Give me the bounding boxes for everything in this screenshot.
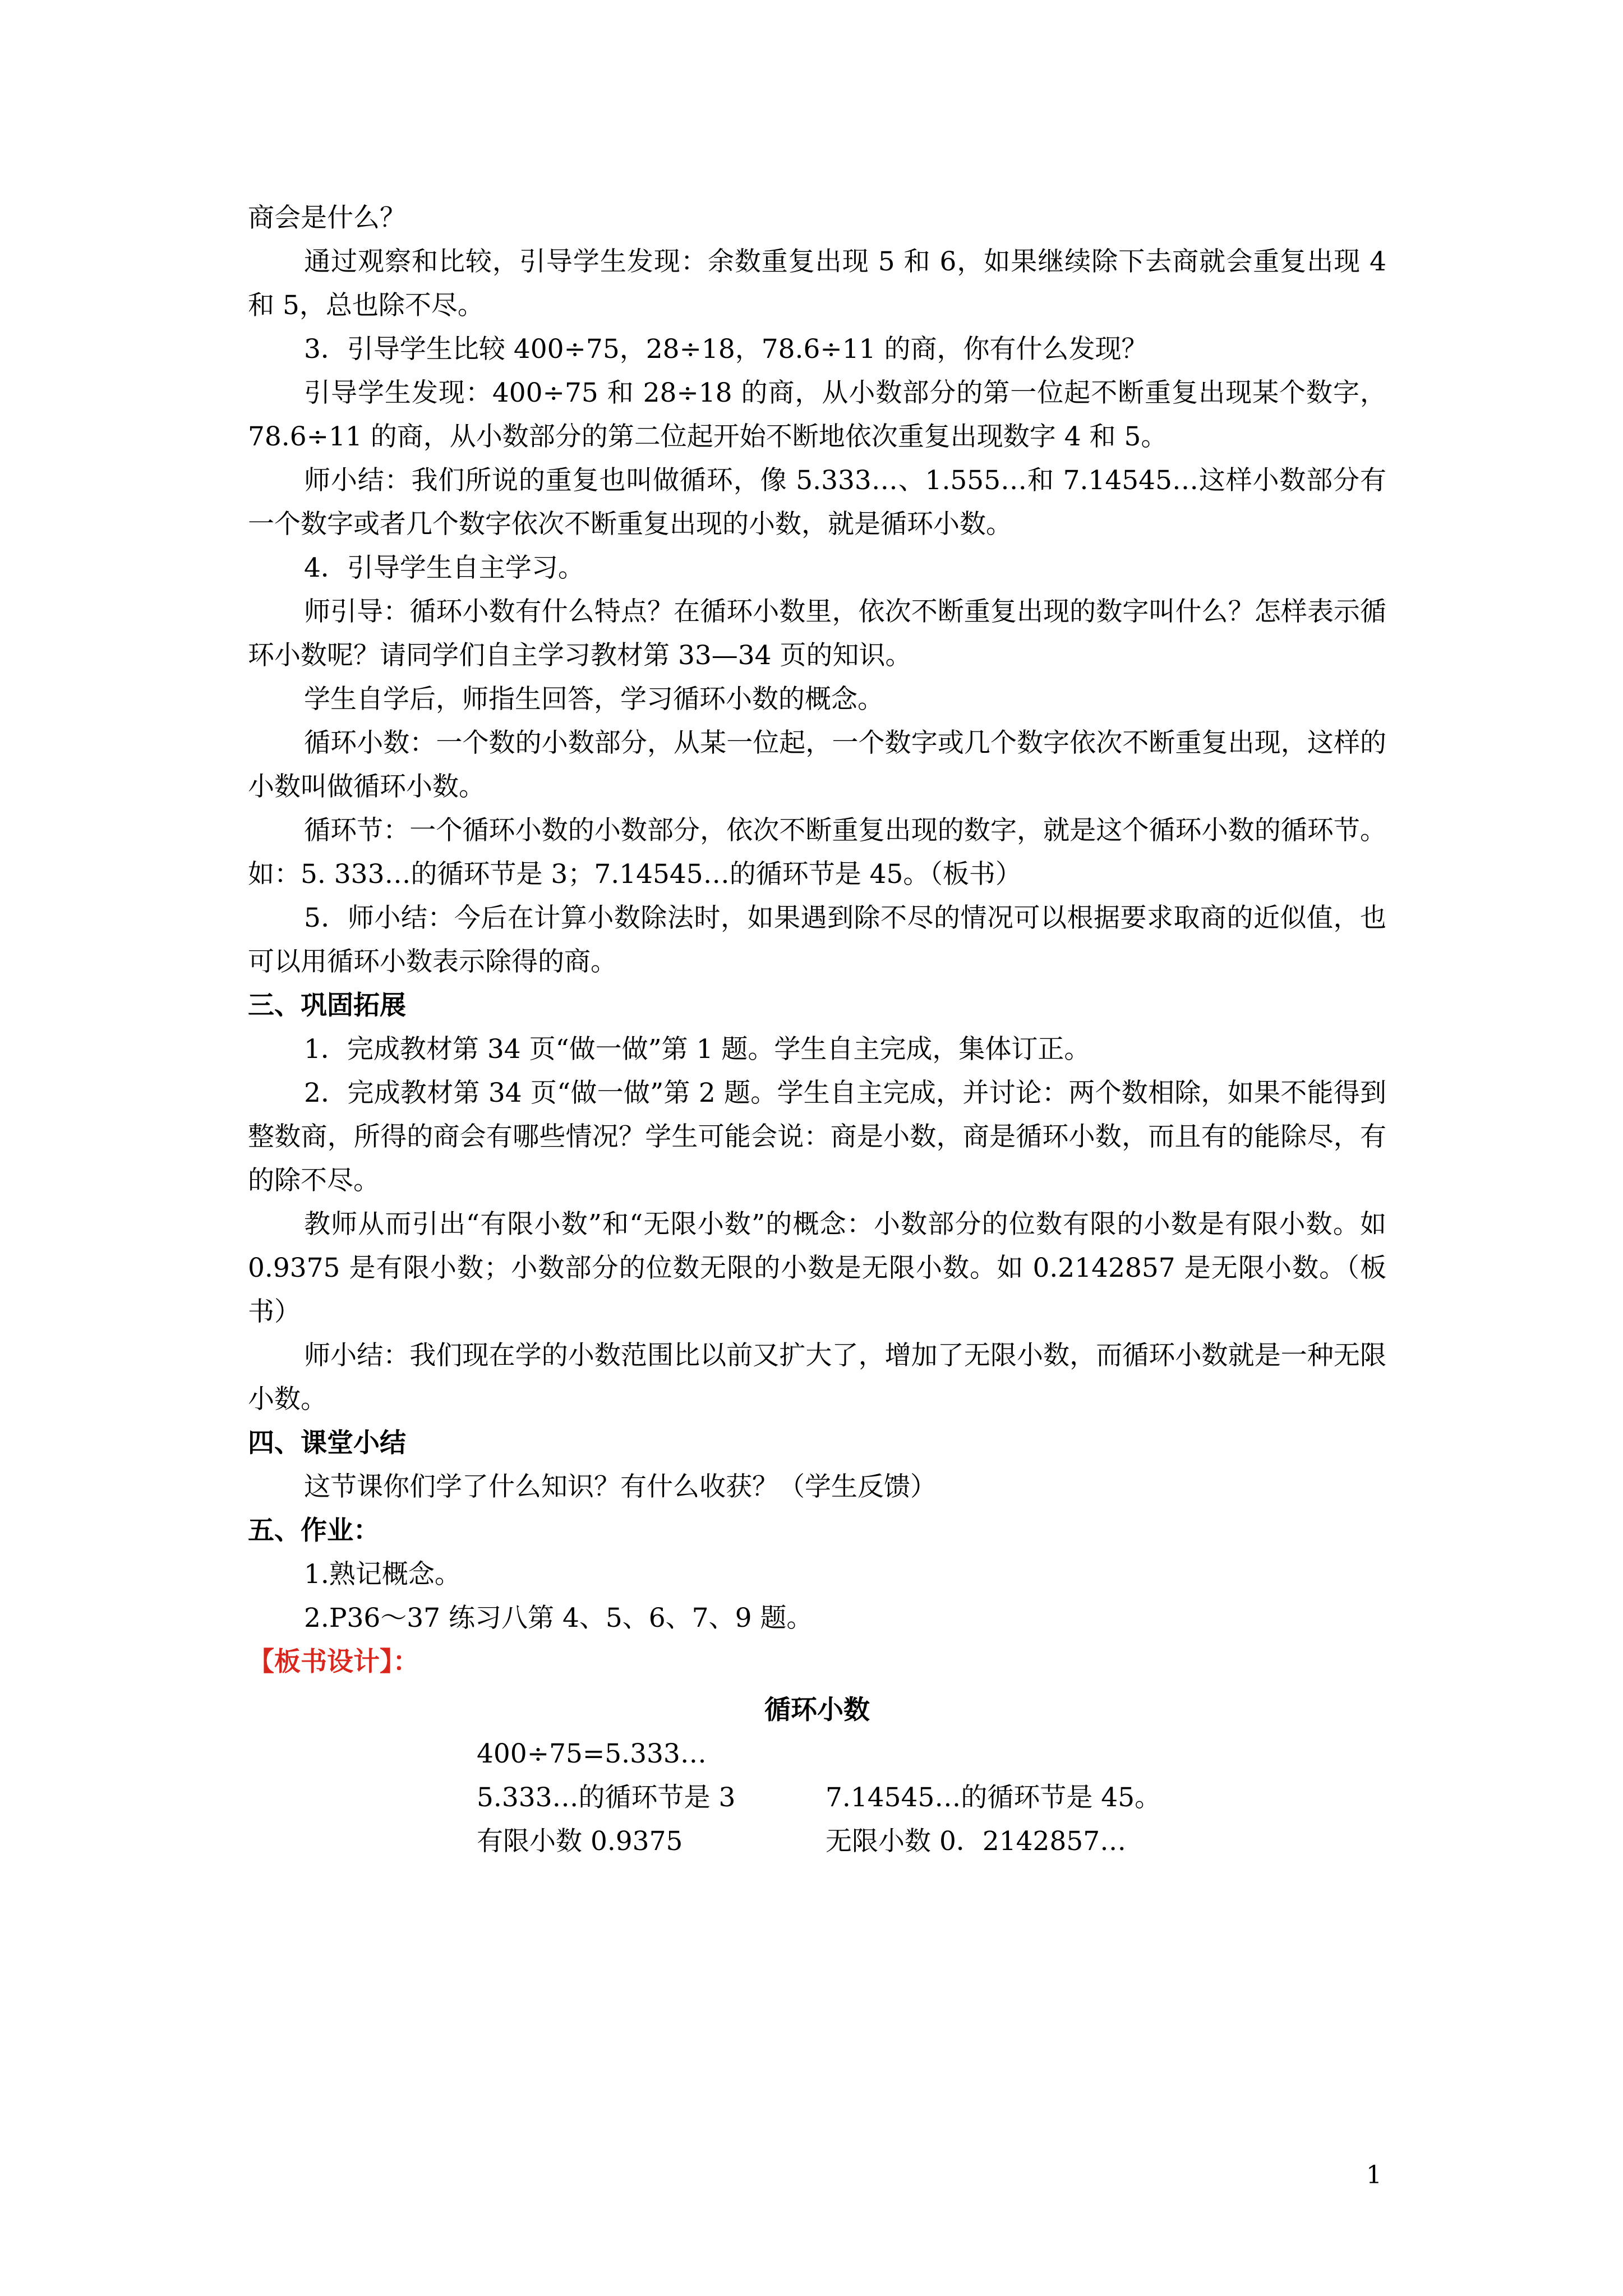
paragraph: 5．师小结：今后在计算小数除法时，如果遇到除不尽的情况可以根据要求取商的近似值，也可以用循环小数表示除得的商。 — [248, 903, 1386, 977]
page-number: 1 — [1366, 2161, 1382, 2189]
paragraph: 教师从而引出“有限小数”和“无限小数”的概念：小数部分的位数有限的小数是有限小数。如 0.9375 是有限小数；小数部分的位数无限的小数是无限小数。如 0.2142857 是无限小数。（板书） — [248, 1209, 1386, 1327]
board-cell: 5.333…的循环节是 3 — [477, 1782, 736, 1813]
paragraph: 4．引导学生自主学习。 — [304, 553, 584, 583]
paragraph: 师引导：循环小数有什么特点？在循环小数里，依次不断重复出现的数字叫什么？怎样表示循环小数呢？请同学们自主学习教材第 33—34 页的知识。 — [248, 596, 1386, 671]
lesson-content — [248, 196, 1386, 1864]
board-cell: 有限小数 0.9375 — [477, 1826, 683, 1857]
paragraph: 这节课你们学了什么知识？有什么收获？（学生反馈） — [304, 1471, 937, 1502]
paragraph: 1．完成教材第 34 页“做一做”第 1 题。学生自主完成，集体订正。 — [304, 1034, 1091, 1065]
definition-paragraph: 循环节：一个循环小数的小数部分，依次不断重复出现的数字，就是这个循环小数的循环节。如：5. 333…的循环节是 3；7.14545…的循环节是 45。（板书） — [248, 815, 1386, 890]
section-heading: 五、作业： — [248, 1515, 380, 1546]
board-design-label: 【板书设计】： — [248, 1646, 419, 1677]
paragraph: 通过观察和比较，引导学生发现：余数重复出现 5 和 6，如果继续除下去商就会重复出现 4 和 5，总也除不尽。 — [248, 246, 1386, 321]
board-cell: 7.14545…的循环节是 45。 — [826, 1782, 1161, 1813]
board-cell: 无限小数 0．2142857… — [826, 1826, 1127, 1857]
board-row — [248, 1732, 1386, 1776]
paragraph: 2．完成教材第 34 页“做一做”第 2 题。学生自主完成，并讨论：两个数相除，如果不能得到整数商，所得的商会有哪些情况？学生可能会说：商是小数，商是循环小数，而且有的能除尽，有的除不尽。 — [248, 1078, 1386, 1196]
section-heading: 四、课堂小结 — [248, 1428, 406, 1458]
definition-paragraph: 循环小数：一个数的小数部分，从某一位起，一个数字或几个数字依次不断重复出现，这样的小数叫做循环小数。 — [248, 728, 1386, 802]
homework-item: 1.熟记概念。 — [304, 1559, 461, 1590]
paragraph: 3．引导学生比较 400÷75，28÷18，78.6÷11 的商，你有什么发现？ — [304, 334, 1148, 365]
board-row — [248, 1776, 1386, 1820]
paragraph: 商会是什么？ — [248, 203, 406, 233]
paragraph: 引导学生发现：400÷75 和 28÷18 的商，从小数部分的第一位起不断重复出现某个数字，78.6÷11 的商，从小数部分的第二位起开始不断地依次重复出现数字 4 和 5。 — [248, 378, 1386, 452]
homework-item: 2.P36～37 练习八第 4、5、6、7、9 题。 — [304, 1603, 813, 1634]
board-equation: 400÷75=5.333… — [477, 1738, 707, 1769]
board-title: 循环小数 — [764, 1695, 870, 1726]
paragraph: 师小结：我们现在学的小数范围比以前又扩大了，增加了无限小数，而循环小数就是一种无限小数。 — [248, 1340, 1386, 1415]
paragraph: 师小结：我们所说的重复也叫做循环，像 5.333…、1.555…和 7.14545…这样小数部分有一个数字或者几个数字依次不断重复出现的小数，就是循环小数。 — [248, 465, 1386, 540]
section-heading: 三、巩固拓展 — [248, 990, 406, 1021]
board-row — [248, 1820, 1386, 1864]
paragraph: 学生自学后，师指生回答，学习循环小数的概念。 — [304, 684, 884, 715]
